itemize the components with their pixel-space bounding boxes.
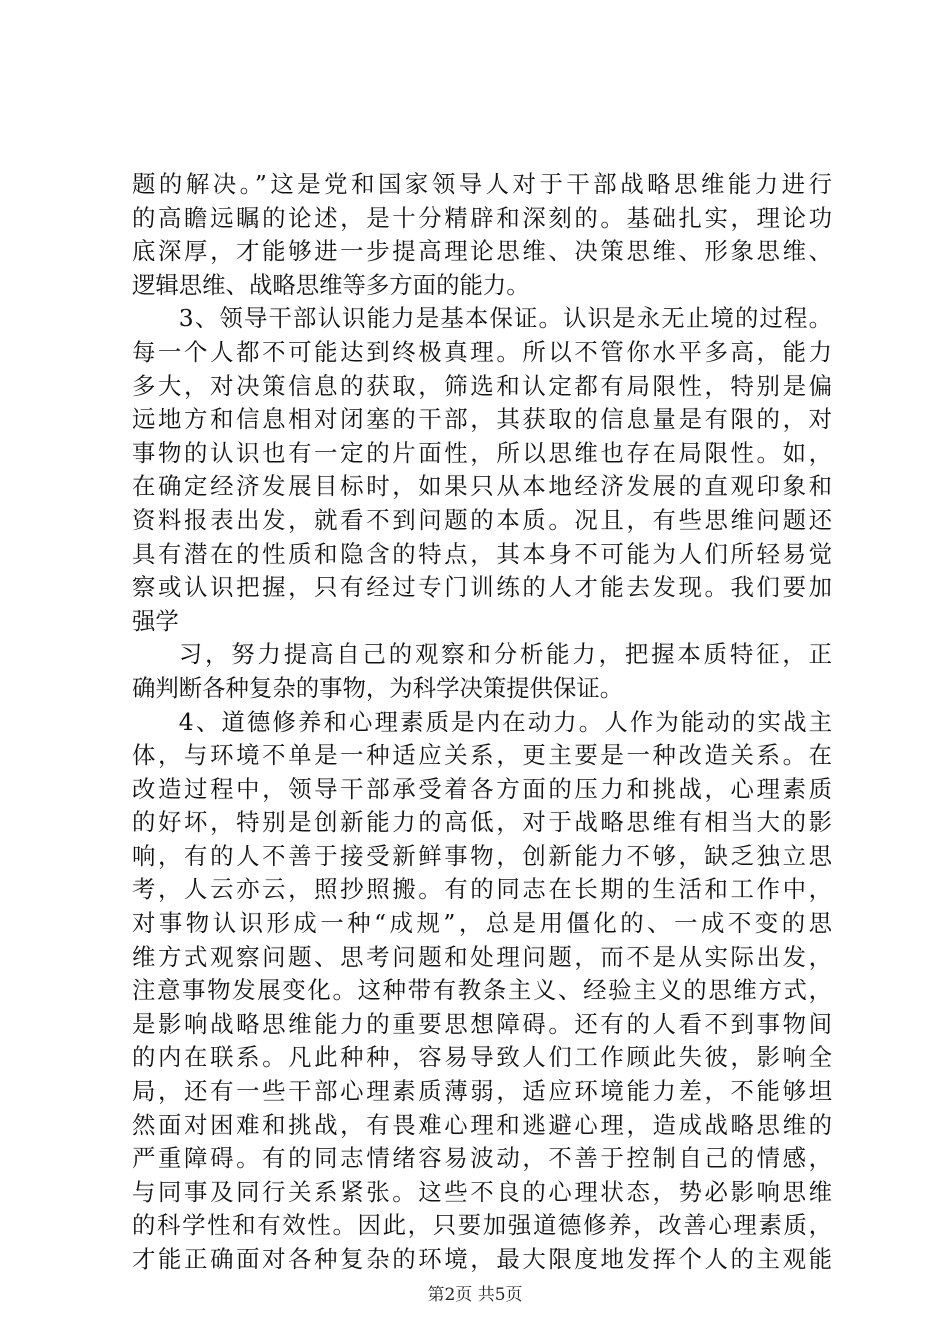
text-line: 的科学性和有效性。因此，只要加强道德修养，改善心理素质，	[132, 1211, 832, 1240]
text-line: 响，有的人不善于接受新鲜事物，创新能力不够，缺乏独立思	[132, 841, 832, 870]
text-line: 每一个人都不可能达到终极真理。所以不管你水平多高，能力	[132, 337, 832, 366]
text-line: 4、道德修养和心理素质是内在动力。人作为能动的实战主	[178, 707, 832, 736]
text-line: 资料报表出发，就看不到问题的本质。况且，有些思维问题还	[132, 505, 832, 534]
text-line: 具有潜在的性质和隐含的特点，其本身不可能为人们所轻易觉	[132, 539, 832, 568]
text-line: 逻辑思维、战略思维等多方面的能力。	[132, 270, 530, 299]
text-line: 的好坏，特别是创新能力的高低，对于战略思维有相当大的影	[132, 808, 832, 837]
text-line: 对事物认识形成一种“成规”，总是用僵化的、一成不变的思	[132, 909, 832, 938]
text-line: 改造过程中，领导干部承受着各方面的压力和挑战，心理素质	[132, 774, 832, 803]
text-line: 察或认识把握，只有经过专门训练的人才能去发现。我们要加	[132, 573, 832, 602]
body-text	[132, 168, 832, 1277]
text-line: 严重障碍。有的同志情绪容易波动，不善于控制自己的情感，	[132, 1144, 832, 1173]
text-line: 的高瞻远瞩的论述，是十分精辟和深刻的。基础扎实，理论功	[132, 203, 832, 232]
text-line: 题的解决。”这是党和国家领导人对于干部战略思维能力进行	[132, 170, 832, 198]
text-line: 考，人云亦云，照抄照搬。有的同志在长期的生活和工作中，	[132, 875, 832, 904]
page-footer: 第2页 共5页	[427, 1285, 523, 1305]
text-line: 远地方和信息相对闭塞的干部，其获取的信息量是有限的，对	[132, 405, 832, 434]
text-line: 3、领导干部认识能力是基本保证。认识是永无止境的过程。	[178, 304, 832, 333]
text-line: 是影响战略思维能力的重要思想障碍。还有的人看不到事物间	[132, 1009, 832, 1038]
text-line: 才能正确面对各种复杂的环境，最大限度地发挥个人的主观能	[132, 1245, 832, 1273]
text-line: 习，努力提高自己的观察和分析能力，把握本质特征，正	[178, 640, 832, 669]
text-line: 体，与环境不单是一种适应关系，更主要是一种改造关系。在	[132, 741, 832, 770]
text-line: 底深厚，才能够进一步提高理论思维、决策思维、形象思维、	[132, 237, 832, 266]
text-line: 事物的认识也有一定的片面性，所以思维也存在局限性。如，	[132, 438, 832, 467]
text-line: 然面对困难和挑战，有畏难心理和逃避心理，造成战略思维的	[132, 1110, 832, 1139]
text-line: 在确定经济发展目标时，如果只从本地经济发展的直观印象和	[132, 472, 832, 501]
text-line: 强学	[132, 606, 179, 635]
text-line: 多大，对决策信息的获取，筛选和认定都有局限性，特别是偏	[132, 371, 832, 400]
text-line: 注意事物发展变化。这种带有教条主义、经验主义的思维方式，	[132, 976, 832, 1005]
text-line: 与同事及同行关系紧张。这些不良的心理状态，势必影响思维	[132, 1177, 832, 1206]
text-line: 的内在联系。凡此种种，容易导致人们工作顾此失彼，影响全	[132, 1043, 832, 1072]
text-line: 局，还有一些干部心理素质薄弱，适应环境能力差，不能够坦	[132, 1077, 832, 1106]
text-line: 维方式观察问题、思考问题和处理问题，而不是从实际出发，	[132, 942, 832, 971]
text-line: 确判断各种复杂的事物，为科学决策提供保证。	[132, 673, 624, 702]
